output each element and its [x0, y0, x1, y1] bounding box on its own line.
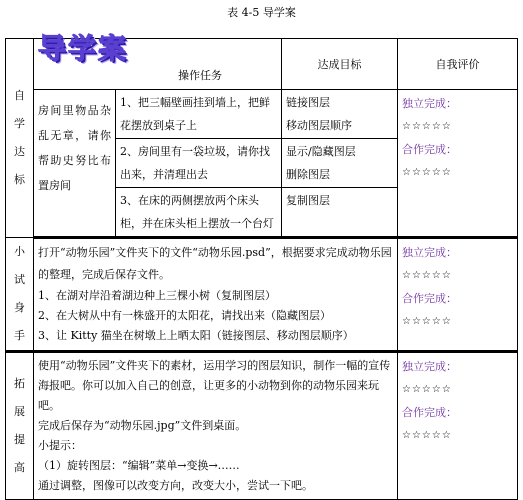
trial-row: [6, 238, 518, 352]
section-label-expand: 拓 展 提 高: [6, 352, 34, 500]
eval-solo-label: 独立完成：: [402, 246, 457, 259]
eval-coop-label: 合作完成：: [402, 143, 457, 156]
task-2: 2、房间里有一袋垃圾，请你找出来，并清理出去: [116, 139, 282, 188]
trial-content: 打开“动物乐园”文件夹下的文件“动物乐园.psd”，根据要求完成动物乐园的整理，完成后保存文件。 1、在湖对岸沿着湖边种上三棵小树（复制图层） 2、在大树从中有一株盛开的太阳花，请找出来（隐藏图层） 3、让 Kitty 猫坐在树墩上上晒太阳（链接图层、移动图层顺序）: [34, 238, 398, 352]
header-goal: 达成目标: [282, 39, 398, 90]
banner-title: 导学案: [38, 32, 129, 65]
eval-solo-label: 独立完成：: [402, 360, 457, 373]
rating-stars-icon[interactable]: ☆☆☆☆☆: [402, 167, 452, 178]
guide-description: 房间里物品杂乱无章，请你帮助史努比布置房间: [34, 90, 116, 238]
task-row: [6, 90, 518, 139]
goal-2: 显示/隐藏图层 删除图层: [282, 139, 398, 188]
eval-coop-label: 合作完成：: [402, 406, 457, 419]
eval-self-study: [398, 90, 518, 238]
goal-3: 复制图层: [282, 188, 398, 238]
header-operation: 操作任务: [178, 69, 222, 82]
section-label-self-study: 自 学 达 标: [6, 39, 34, 238]
rating-stars-icon[interactable]: ☆☆☆☆☆: [402, 384, 452, 395]
header-eval: 自我评价: [398, 39, 518, 90]
section-label-trial: 小 试 身 手: [6, 238, 34, 352]
eval-coop-label: 合作完成：: [402, 292, 457, 305]
eval-solo-label: 独立完成：: [402, 97, 457, 110]
eval-expand: [398, 352, 518, 500]
eval-trial: [398, 238, 518, 352]
expand-content: 使用“动物乐园”文件夹下的素材，运用学习的图层知识，制作一幅的宣传海报吧。你可以加入自己的创意，让更多的小动物到你的动物乐园来玩吧。 完成后保存为“动物乐园.jpg”文件到桌面。 小提示： （1）旋转图层：“编辑”菜单→变换→…… 通过调整，图像可以改变方向，改变大小，尝试一下吧。: [34, 352, 398, 500]
rating-stars-icon[interactable]: ☆☆☆☆☆: [402, 430, 452, 441]
goal-1: 链接图层 移动图层顺序: [282, 90, 398, 139]
expand-row: [6, 352, 518, 500]
rating-stars-icon[interactable]: ☆☆☆☆☆: [402, 121, 452, 132]
header-row: [6, 39, 518, 90]
task-3: 3、在床的两侧摆放两个床头柜，并在床头柜上摆放一个台灯: [116, 188, 282, 238]
rating-stars-icon[interactable]: ☆☆☆☆☆: [402, 270, 452, 281]
guide-table: [5, 32, 518, 500]
header-operation-cell: [34, 32, 282, 90]
rating-stars-icon[interactable]: ☆☆☆☆☆: [402, 316, 452, 327]
table-caption: 表 4-5 导学案: [227, 6, 296, 19]
task-1: 1、把三幅壁画挂到墙上，把鲜花摆放到桌子上: [116, 90, 282, 139]
